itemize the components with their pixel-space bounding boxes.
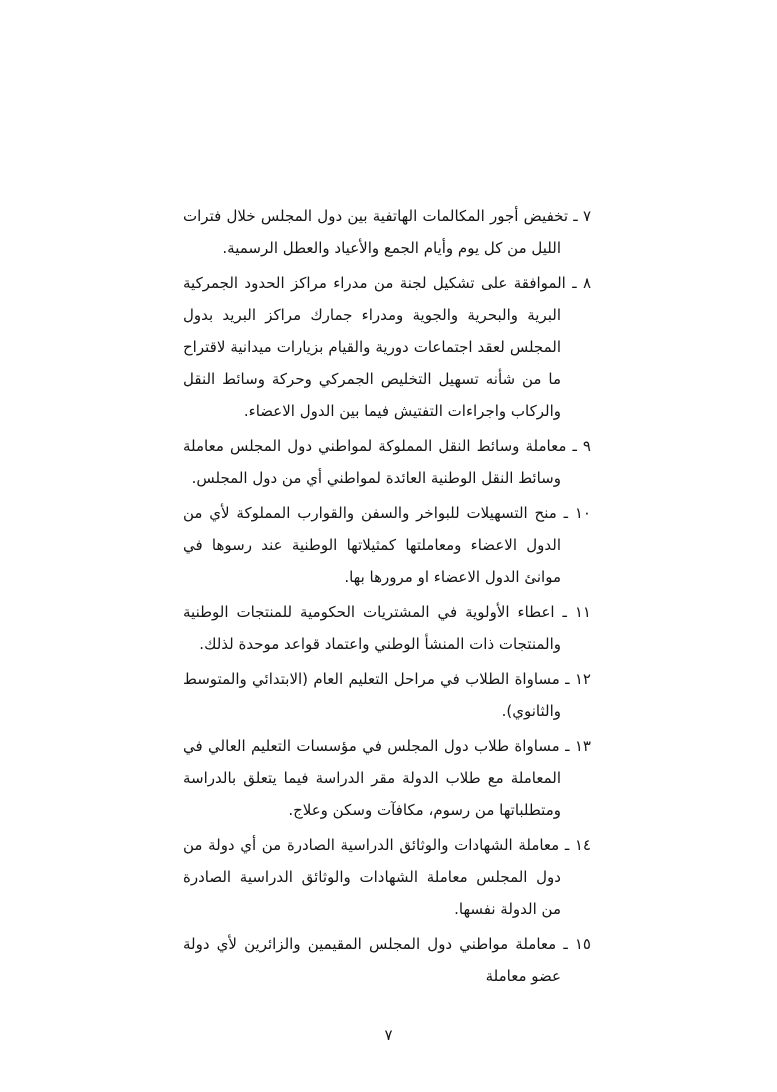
page-number: ٧ <box>384 1026 393 1044</box>
item-number: ٨ ـ <box>572 274 591 292</box>
item-text: مساواة الطلاب في مراحل التعليم العام (الابتدائي والمتوسط والثانوي). <box>183 670 561 720</box>
item-text: تخفيض أجور المكالمات الهاتفية بين دول المجلس خلال فترات الليل من كل يوم وأيام الجمع والأعياد والعطل الرسمية. <box>183 207 569 257</box>
list-item-15 <box>183 928 591 992</box>
item-number: ١٢ ـ <box>565 670 591 688</box>
list-item-13 <box>183 730 591 826</box>
list-item-8 <box>183 267 591 427</box>
item-number: ١٥ ـ <box>563 935 591 953</box>
item-number: ٧ ـ <box>573 207 591 225</box>
list-item-14 <box>183 829 591 925</box>
item-number: ٩ ـ <box>572 437 591 455</box>
item-text: معاملة وسائط النقل المملوكة لمواطني دول المجلس معاملة وسائط النقل الوطنية العائدة لمواطني أي من دول المجلس. <box>183 437 567 487</box>
list-item-9 <box>183 430 591 494</box>
item-text: مساواة طلاب دول المجلس في مؤسسات التعليم العالي في المعاملة مع طلاب الدولة مقر الدراسة فيما يتعلق بالدراسة ومتطلباتها من رسوم، مكافآت وسكن وعلاج. <box>183 737 561 819</box>
item-text: اعطاء الأولوية في المشتريات الحكومية للمنتجات الوطنية والمنتجات ذات المنشأ الوطني واعتماد قواعد موحدة لذلك. <box>183 603 561 653</box>
item-number: ١١ ـ <box>562 603 591 621</box>
item-number: ١٣ ـ <box>565 737 591 755</box>
list-item-11 <box>183 596 591 660</box>
text-block <box>183 200 591 992</box>
item-number: ١٤ ـ <box>564 836 591 854</box>
item-text: معاملة مواطني دول المجلس المقيمين والزائرين لأي دولة عضو معاملة <box>183 935 561 985</box>
list-item-12 <box>183 663 591 727</box>
item-number: ١٠ ـ <box>563 504 591 522</box>
item-text: معاملة الشهادات والوثائق الدراسية الصادرة من أي دولة من دول المجلس معاملة الشهادات والوثائق الدراسية الصادرة من الدولة نفسها. <box>183 836 561 918</box>
item-text: منح التسهيلات للبواخر والسفن والقوارب المملوكة لأي من الدول الاعضاء ومعاملتها كمثيلاتها الوطنية عند رسوها في موانئ الدول الاعضاء او مرورها بها. <box>183 504 561 586</box>
list-item-7 <box>183 200 591 264</box>
list-item-10 <box>183 497 591 593</box>
item-text: الموافقة على تشكيل لجنة من مدراء مراكز الحدود الجمركية البرية والبحرية والجوية ومدراء جمارك مراكز البريد بدول المجلس لعقد اجتماعات دورية والقيام بزيارات ميدانية لاقتراح ما من شأنه تسهيل التخليص الجمركي وحركة وسائط النقل والركاب واجراءات التفتيش فيما بين الدول الاعضاء. <box>183 274 566 420</box>
